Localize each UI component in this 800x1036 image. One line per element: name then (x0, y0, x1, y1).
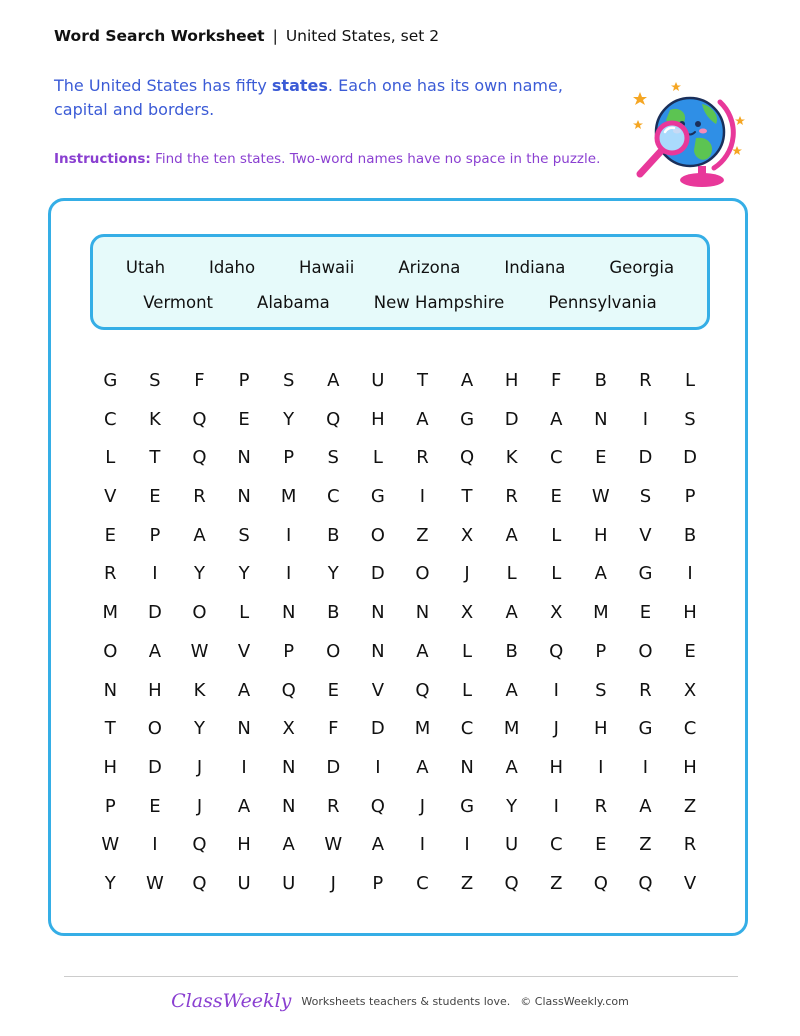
grid-cell[interactable]: Y (193, 718, 205, 740)
grid-cell[interactable]: H (549, 756, 563, 778)
grid-cell[interactable]: L (551, 524, 562, 546)
grid-cell[interactable]: S (238, 524, 250, 546)
grid-cell[interactable]: A (416, 408, 429, 430)
word-utah: Utah (125, 258, 166, 277)
grid-cell[interactable]: T (149, 447, 161, 469)
grid-cell[interactable]: A (505, 756, 518, 778)
word-pennsylvania: Pennsylvania (548, 293, 657, 312)
grid-cell[interactable]: N (281, 602, 296, 624)
grid-cell[interactable]: C (683, 718, 697, 740)
grid-cell[interactable]: D (147, 602, 162, 624)
grid-cell[interactable]: I (419, 834, 426, 856)
grid-cell[interactable]: O (326, 640, 341, 662)
grid-cell[interactable]: Q (192, 834, 207, 856)
grid-cell[interactable]: P (238, 370, 250, 391)
grid-cell[interactable]: V (371, 679, 385, 701)
grid-cell[interactable]: S (149, 370, 161, 391)
grid-cell[interactable]: N (281, 795, 296, 817)
grid-cell[interactable]: Q (459, 447, 475, 469)
grid-cell[interactable]: J (419, 795, 426, 817)
grid-cell[interactable]: P (595, 640, 607, 662)
grid-cell[interactable]: I (642, 408, 649, 430)
grid-cell[interactable]: N (415, 602, 430, 624)
grid-cell[interactable]: R (683, 834, 697, 856)
grid-cell[interactable]: H (594, 718, 608, 740)
instructions (54, 151, 634, 167)
grid-cell[interactable]: I (375, 756, 381, 778)
grid-cell[interactable]: S (595, 679, 607, 701)
grid-cell[interactable]: Y (327, 563, 339, 585)
grid-cell[interactable]: Q (326, 408, 341, 430)
header-separator: | (272, 27, 278, 45)
footer-tagline: Worksheets teachers & students love. (301, 994, 511, 1008)
letter-grid (88, 362, 712, 904)
grid-cell[interactable]: E (639, 602, 652, 624)
grid-cell[interactable]: L (239, 602, 250, 624)
grid-cell[interactable]: P (283, 640, 295, 662)
grid-cell[interactable]: R (193, 486, 206, 508)
grid-cell[interactable]: L (462, 640, 473, 662)
grid-cell[interactable]: M (102, 602, 119, 624)
grid-cell[interactable]: H (103, 756, 118, 778)
grid-cell[interactable]: A (460, 370, 474, 391)
grid-cell[interactable]: M (503, 718, 520, 740)
grid-cell[interactable]: J (553, 718, 559, 740)
grid-cell[interactable]: E (684, 640, 696, 662)
grid-cell[interactable]: N (460, 756, 474, 778)
grid-cell[interactable]: H (504, 370, 519, 391)
word-bank-row-1 (93, 258, 707, 277)
brand-logo: ClassWeekly (171, 990, 292, 1012)
grid-cell[interactable]: D (504, 408, 519, 430)
grid-cell[interactable]: F (551, 370, 562, 391)
worksheet-header (54, 27, 439, 45)
grid-cell[interactable]: P (283, 447, 295, 469)
intro-bold-word: states (271, 76, 328, 95)
word-alabama: Alabama (257, 293, 330, 312)
grid-cell[interactable]: S (282, 370, 295, 391)
grid-cell[interactable]: Q (638, 872, 653, 894)
grid-cell[interactable]: P (684, 486, 696, 508)
grid-cell[interactable]: W (324, 834, 343, 856)
grid-cell[interactable]: K (505, 447, 518, 469)
grid-cell[interactable]: S (684, 408, 696, 430)
word-idaho: Idaho (209, 258, 256, 277)
grid-cell[interactable]: Z (460, 872, 474, 894)
grid-cell[interactable]: R (639, 679, 652, 701)
grid-cell[interactable]: Q (192, 447, 207, 469)
grid-cell[interactable]: Z (416, 524, 429, 546)
grid-cell[interactable]: J (464, 563, 470, 585)
word-bank (90, 234, 710, 330)
grid-cell[interactable]: R (416, 447, 429, 469)
word-new-hampshire: New Hampshire (373, 293, 505, 312)
footer-copyright: © ClassWeekly.com (520, 994, 629, 1008)
grid-cell[interactable]: I (598, 756, 604, 778)
grid-cell[interactable]: Q (415, 679, 430, 701)
grid-cell[interactable]: E (238, 408, 250, 430)
grid-cell[interactable]: W (145, 872, 164, 894)
grid-cell[interactable]: C (549, 447, 563, 469)
grid-cell[interactable]: E (104, 524, 116, 546)
grid-cell[interactable]: Q (504, 872, 519, 894)
grid-cell[interactable]: M (593, 602, 609, 624)
grid-cell[interactable]: E (595, 447, 607, 469)
grid-cell[interactable]: B (327, 602, 340, 624)
grid-cell[interactable]: O (370, 524, 385, 546)
grid-cell[interactable]: S (327, 447, 339, 469)
grid-cell[interactable]: C (549, 834, 563, 856)
worksheet-title: Word Search Worksheet (54, 27, 265, 45)
grid-cell[interactable]: R (327, 795, 340, 817)
grid-cell[interactable]: D (683, 447, 697, 469)
grid-cell[interactable]: I (464, 834, 470, 856)
grid-cell[interactable]: P (372, 872, 384, 894)
grid-cell[interactable]: B (683, 524, 697, 546)
grid-cell[interactable]: R (639, 370, 652, 391)
grid-cell[interactable]: X (460, 602, 474, 624)
grid-cell[interactable]: X (683, 679, 697, 701)
grid-cell[interactable]: C (326, 486, 340, 508)
grid-cell[interactable]: M (280, 486, 297, 508)
grid-cell[interactable]: A (371, 834, 385, 856)
grid-cell[interactable]: A (282, 834, 295, 856)
grid-cell[interactable]: L (372, 447, 383, 469)
grid-cell[interactable]: R (104, 563, 117, 585)
intro-paragraph (54, 74, 614, 122)
footer-divider (64, 976, 738, 977)
intro-text-start: The United States has fifty (54, 76, 272, 95)
grid-cell[interactable]: L (685, 370, 696, 391)
word-indiana: Indiana (504, 258, 566, 277)
grid-cell[interactable]: H (594, 524, 608, 546)
grid-cell[interactable]: I (419, 486, 426, 508)
grid-cell[interactable]: W (591, 486, 610, 508)
grid-cell[interactable]: G (103, 370, 118, 391)
grid-cell[interactable]: U (282, 872, 296, 894)
grid-cell[interactable]: U (371, 370, 385, 391)
grid-cell[interactable]: Y (193, 563, 205, 585)
grid-cell[interactable]: N (371, 602, 385, 624)
grid-cell[interactable]: B (327, 524, 340, 546)
grid-cell[interactable]: T (416, 370, 428, 391)
word-vermont: Vermont (143, 293, 214, 312)
grid-cell[interactable]: I (286, 563, 292, 585)
grid-cell[interactable]: A (505, 679, 518, 701)
grid-cell[interactable]: N (281, 756, 296, 778)
grid-cell[interactable]: P (149, 524, 161, 546)
grid-cell[interactable]: Q (549, 640, 564, 662)
grid-cell[interactable]: L (105, 447, 116, 469)
grid-cell[interactable]: Q (281, 679, 296, 701)
grid-cell[interactable]: G (460, 795, 475, 817)
grid-cell[interactable]: S (639, 486, 652, 508)
grid-cell[interactable]: H (148, 679, 162, 701)
grid-cell[interactable]: N (237, 486, 251, 508)
grid-cell[interactable]: A (505, 524, 518, 546)
word-georgia: Georgia (609, 258, 675, 277)
grid-cell[interactable]: C (104, 408, 117, 430)
grid-cell[interactable]: M (414, 718, 431, 740)
grid-cell[interactable]: I (152, 563, 158, 585)
grid-cell[interactable]: J (196, 795, 203, 817)
grid-cell[interactable]: V (683, 872, 697, 894)
grid-cell[interactable]: I (642, 756, 649, 778)
grid-cell[interactable]: I (286, 524, 292, 546)
grid-cell[interactable]: C (416, 872, 429, 894)
globe-with-magnifier-icon (632, 80, 748, 190)
grid-cell[interactable]: H (683, 756, 697, 778)
grid-cell[interactable]: D (370, 563, 385, 585)
grid-cell[interactable]: Y (506, 795, 518, 817)
grid-cell[interactable]: D (326, 756, 341, 778)
grid-cell[interactable]: E (149, 486, 161, 508)
grid-cell[interactable]: N (371, 640, 385, 662)
grid-cell[interactable]: A (416, 756, 429, 778)
grid-cell[interactable]: V (639, 524, 652, 546)
grid-cell[interactable]: D (147, 756, 162, 778)
grid-cell[interactable]: G (460, 408, 475, 430)
grid-cell[interactable]: O (103, 640, 118, 662)
grid-cell[interactable]: J (196, 756, 203, 778)
grid-cell[interactable]: I (553, 795, 559, 817)
grid-cell[interactable]: D (638, 447, 653, 469)
grid-cell[interactable]: H (683, 602, 697, 624)
grid-cell[interactable]: E (595, 834, 607, 856)
grid-cell[interactable]: G (370, 486, 385, 508)
intro-text-end: . Each one has its own name, capital and borders. (54, 76, 563, 119)
grid-cell[interactable]: V (104, 486, 117, 508)
grid-cell[interactable]: D (370, 718, 385, 740)
grid-cell[interactable]: O (415, 563, 430, 585)
grid-cell[interactable]: P (104, 795, 116, 817)
grid-cell[interactable]: O (147, 718, 162, 740)
grid-cell[interactable]: T (461, 486, 473, 508)
grid-cell[interactable]: I (241, 756, 247, 778)
grid-cell[interactable]: R (505, 486, 518, 508)
worksheet-subtitle: United States, set 2 (285, 27, 440, 45)
grid-cell[interactable]: Q (593, 872, 608, 894)
grid-cell[interactable]: E (327, 679, 339, 701)
grid-cell[interactable]: A (327, 370, 340, 391)
grid-cell[interactable]: K (193, 679, 206, 701)
grid-cell[interactable]: L (506, 563, 517, 585)
instructions-label: Instructions: (54, 151, 151, 167)
grid-cell[interactable]: G (638, 563, 653, 585)
word-arizona: Arizona (398, 258, 461, 277)
grid-cell[interactable]: A (550, 408, 563, 430)
grid-cell[interactable]: N (103, 679, 118, 701)
grid-cell[interactable]: U (237, 872, 251, 894)
grid-cell[interactable]: N (594, 408, 608, 430)
grid-cell[interactable]: C (460, 718, 474, 740)
grid-cell[interactable]: Y (104, 872, 116, 894)
grid-cell[interactable]: A (237, 795, 251, 817)
grid-cell[interactable]: N (237, 718, 251, 740)
grid-cell[interactable]: Q (192, 408, 207, 430)
grid-cell[interactable]: W (101, 834, 120, 856)
grid-cell[interactable]: Q (370, 795, 385, 817)
grid-cell[interactable]: B (594, 370, 607, 391)
grid-cell[interactable]: U (505, 834, 519, 856)
grid-cell[interactable]: R (594, 795, 608, 817)
grid-cell[interactable]: G (638, 718, 653, 740)
instructions-text: Find the ten states. Two-word names have no space in the puzzle. (150, 151, 601, 167)
grid-cell[interactable]: E (149, 795, 161, 817)
grid-cell[interactable]: W (190, 640, 209, 662)
grid-cell[interactable]: I (687, 563, 693, 585)
grid-cell[interactable]: K (148, 408, 161, 430)
grid-cell[interactable]: I (553, 679, 559, 701)
grid-cell[interactable]: Z (683, 795, 697, 817)
grid-cell[interactable]: F (194, 370, 205, 391)
word-hawaii: Hawaii (299, 258, 355, 277)
grid-cell[interactable]: H (237, 834, 251, 856)
grid-cell[interactable]: A (193, 524, 206, 546)
grid-cell[interactable]: J (330, 872, 336, 894)
grid-cell[interactable]: A (639, 795, 652, 817)
grid-cell[interactable]: A (416, 640, 429, 662)
grid-cell[interactable]: X (550, 602, 563, 624)
grid-cell[interactable]: Z (550, 872, 563, 894)
grid-cell[interactable]: E (550, 486, 562, 508)
grid-cell[interactable]: Y (238, 563, 250, 585)
grid-cell[interactable]: X (460, 524, 474, 546)
footer (0, 990, 800, 1012)
grid-cell[interactable]: X (282, 718, 295, 740)
grid-cell[interactable]: A (505, 602, 518, 624)
grid-cell[interactable]: N (237, 447, 251, 469)
grid-cell[interactable]: A (594, 563, 607, 585)
grid-cell[interactable]: V (237, 640, 251, 662)
grid-cell[interactable]: L (551, 563, 562, 585)
grid-cell[interactable]: F (328, 718, 339, 740)
word-bank-row-2 (93, 293, 707, 312)
grid-cell[interactable]: A (148, 640, 162, 662)
grid-cell[interactable]: O (192, 602, 207, 624)
grid-cell[interactable]: B (505, 640, 518, 662)
grid-cell[interactable]: Q (192, 872, 207, 894)
grid-cell[interactable]: L (462, 679, 473, 701)
grid-cell[interactable]: I (152, 834, 158, 856)
grid-cell[interactable]: O (638, 640, 653, 662)
grid-cell[interactable]: Z (639, 834, 652, 856)
grid-cell[interactable]: T (104, 718, 116, 740)
grid-cell[interactable]: A (237, 679, 251, 701)
grid-cell[interactable]: Y (283, 408, 295, 430)
grid-cell[interactable]: H (371, 408, 385, 430)
